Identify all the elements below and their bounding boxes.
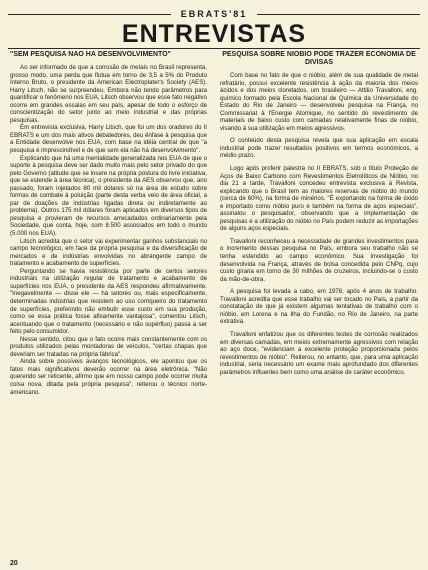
page-number: 20 [10,560,18,567]
header-rule-left [8,14,171,15]
right-paragraph: Travalloni reconheceu a necessidade de grandes investimentos para o incremento dessas pesquisa no País, embora seu trabalho não se tenha estendido ao campo econômico. Sua investigação foi desenvolvida na França, através de bolsa concedida pelo CNPq, cujo custo giraria em torno de 30 milhões de cruzeiros, incluindo-se o custo da mão-de-obra. [220,237,418,283]
left-paragraph: Litsch acredita que o setor vai experimentar ganhos substanciais no campo tecnológico, em face da própria pesquisa e da diversificação de mercados e de indústrias envolvidas no abrangente campo de tratamento e acabamento de superfícies. [10,237,207,268]
title-area [0,20,428,48]
magazine-name: EBRATS'81 [180,9,248,19]
left-paragraph: Em entrevista exclusiva, Harry Litsch, que foi um dos oradores do II EBRATS e um dos mais ativos debatedores, deu ênfase à pesquisa que a Entidade desenvolve nos EUA, com base na idéia central de que "a pesquisa é imprescindível e de que sem ela não há desenvolvimento". [10,124,207,155]
right-column [220,51,418,556]
right-paragraph: A pesquisa foi levada a cabo, em 1978, após 4 anos de trabalho. Travalloni acredita que esse trabalho vai ser tocado no País, a partir da constatação de que já existem algumas tentativas de trabalho com o nióbio, em Lorena e na Ilha do Fundão, no Rio de Janeiro, na parte extrativa. [220,288,418,326]
right-paragraph: Com base no fato de que o nióbio, além de sua qualidade de metal refratário, possui excelente resistência à ação da maioria dos meios ácidos e dos meios cloretados, um brasileiro — Attilio Travalloni, eng. químico formado pela Escola Nacional de Química da Universidade do Estado do Rio de Janeiro — desenvolveu pesquisa na França, no Commissariat à l'Energie Atomique, no sentido do revestimento de materiais de baixo custo com camadas relativamente finas de nióbio, visando à sua utilização em meios agressivos. [220,72,418,132]
right-paragraph: O conteúdo desta pesquisa revela que sua aplicação em escala industrial pode trazer resultados positivos em termos econômicos, a médio prazo. [220,137,418,160]
left-paragraph: Nesse sentido, citou que o fato ocorre mais constantemente com os produtos utilizados pelas montadoras de veículos, "certas chapas que deveriam ser tratadas na própria fábrica". [10,335,207,358]
left-paragraph: Explicando que há uma mentalidade generalizada nos EUA de que o suporte à pesquisa deve ser dado muito mais pelo setor privado do que pelo Governo (atitude que se insere na própria postura do livre iniciativa, que se estende à área técnica), o presidente da AES observou que, ano passado, foram injetados 80 mil dólares só na área de estudo sobre formas de combate à poluição (parte desta verba veio de área oficial, a par de doações de indústrias ligadas direta ou indiretamente ao problema). Outros 175 mil dólares foram aplicados em diversos tipos de pesquisa e provieram de recursos arrecadados ordinariamente pela Sociedade, que conta, hoje, com 8.500 associados em todo o mundo (5.000 nos EUA). [10,154,207,238]
left-paragraph: Ainda sobre possíveis avanços tecnológicos, ele apontou que os fatos mais significativos deverão ocorrer na área eletrônica. "Não querendo ser reticente, afirmo que em nosso campo pode ocorrer muita coisa nova, ditada pela própria pesquisa", reiterou o técnico norte-americano. [10,358,207,396]
header-rule-right [257,14,420,15]
right-paragraph: Travalloni enfatizou que os diferentes testes de corrosão realizados em diversas camadas, em meios extremamente agressivos com relação ao aço doce, "evidenciam a excelente proteção proporcionada pelos revestimentos de nióbio". Reiterou, no entanto, que, para uma aplicação industrial, seria necessário um exame mais aprofundado dos diferentes parâmetros influentes bem como uma análise de caráter econômico. [220,330,418,376]
right-article-heading: PESQUISA SOBRE NIÓBIO PODE TRAZER ECONOMIA DE DIVISAS [222,51,416,66]
left-paragraph: Ao ser informado de que a corrosão de metais no Brasil representa, grosso modo, uma perda que flutua em torno de 3,5 a 5% do Produto Interno Bruto, o presidente da American Electroplater's Society (AES), Harry Litsch, não se surpreendeu. Embora não tendo parâmetros para quantificar o fenômeno nos EUA, Litsch observou que esse fato negativo ocorre em grandes escalas em seu país, apesar de todo o esforço de conscientização do setor junto ao meio industrial e das próprias pesquisas. [10,64,207,124]
left-article-heading: "SEM PESQUISA NÃO HÁ DESENVOLVIMENTO" [10,51,171,58]
title-rule [8,48,420,49]
left-column [10,51,207,556]
right-paragraph: Logo após proferir palestra no II EBRATS, sob o título Proteção de Aços de Baixo Carbono com Revestimentos Eletrolíticos de Nióbio, no dia 21 a tarde, Travalloni concedeu entrevista exclusiva à Revista, explicando que o Brasil tem as maiores reservas de nióbio do mundo (cerca de 60%), na forma de minérios. "É exportando na forma de óxido e importado como nióbio puro e também na forma de aços especiais", assinalou o pesquisador, observando que a implementação de pesquisas e a utilização do nióbio no País podem reduzir as importações de alguns aços especiais. [220,165,418,233]
left-paragraph: Perguntando se havia resistência por parte de certos setores industriais na utilização regular de tratamento e acabamento de superfícies nos EUA, o presidente da AES respondeu afirmativamente. "Inegavelmente — disse ele — há setores ou, mais especificamente, determinadas indústrias que resistem ao uso corriqueiro do tratamento de superfícies, preferindo não embutir esse custo em sua produção, como se essa prática fosse afixamente vantajosa", comentou Litsch, acentuando que o tratamento (necessário e não supérfluo) passa a ser feito pelo consumidor. [10,267,207,336]
page-title: ENTREVISTAS [121,20,307,48]
